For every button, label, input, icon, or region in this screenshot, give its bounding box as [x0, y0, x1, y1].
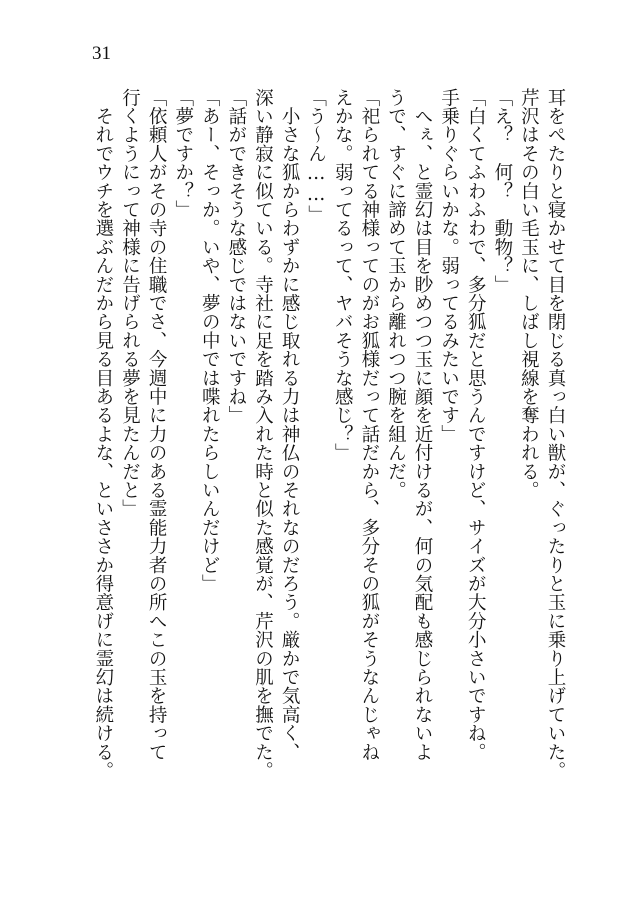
vertical-text-body	[86, 88, 566, 848]
text-line: 芹沢はその白い毛玉に、しばし視線を奪われる。	[518, 88, 540, 500]
text-line: うで、すぐに諦めて玉から離れつつ腕を組んだ。	[385, 88, 407, 500]
text-line: 「話ができそうな感じではないですね」	[225, 88, 247, 425]
page-number: 31	[92, 43, 111, 64]
text-line: 「う～ん……」	[305, 88, 327, 224]
text-line: 「夢ですか？」	[172, 88, 194, 219]
text-line: 「あー、そっか。いや、夢の中では喋れたらしいんだけど」	[199, 88, 221, 593]
text-line: えかな。弱ってるって、ヤバそうな感じ？」	[332, 88, 354, 462]
text-line: 行くようにって神様に告げられる夢を見たんだと」	[119, 88, 141, 519]
text-line: それでウチを選ぶんだから見る目あるよな、といささか得意げに霊幻は続ける。	[92, 88, 114, 780]
text-line: へぇ、と霊幻は目を眇めつつ玉に顔を近付けるが、何の気配も感じられないよ	[412, 88, 434, 762]
text-line: 「依頼人がその寺の住職でさ、今週中に力のある霊能力者の所へこの玉を持って	[146, 88, 168, 762]
text-line: 深い静寂に似ている。寺社に足を踏み入れた時と似た感覚が、芹沢の肌を撫でた。	[252, 88, 274, 780]
text-line: 小さな狐からわずかに感じ取れる力は神仏のそれなのだろう。厳かで気高く、	[279, 88, 301, 762]
text-line: 「白くてふわふわで、多分狐だと思うんですけど、サイズが大分小さいですね。	[465, 88, 487, 762]
text-line: 「え？ 何？ 動物？」	[491, 88, 513, 294]
text-line: 耳をぺたりと寝かせて目を閉じる真っ白い獣が、ぐったりと玉に乗り上げていた。	[545, 88, 566, 780]
text-line: 手乗りぐらいかな。弱ってるみたいです」	[438, 88, 460, 444]
text-line: 「祀られてる神様ってのがお狐様だって話だから、多分その狐がそうなんじゃね	[358, 88, 380, 762]
